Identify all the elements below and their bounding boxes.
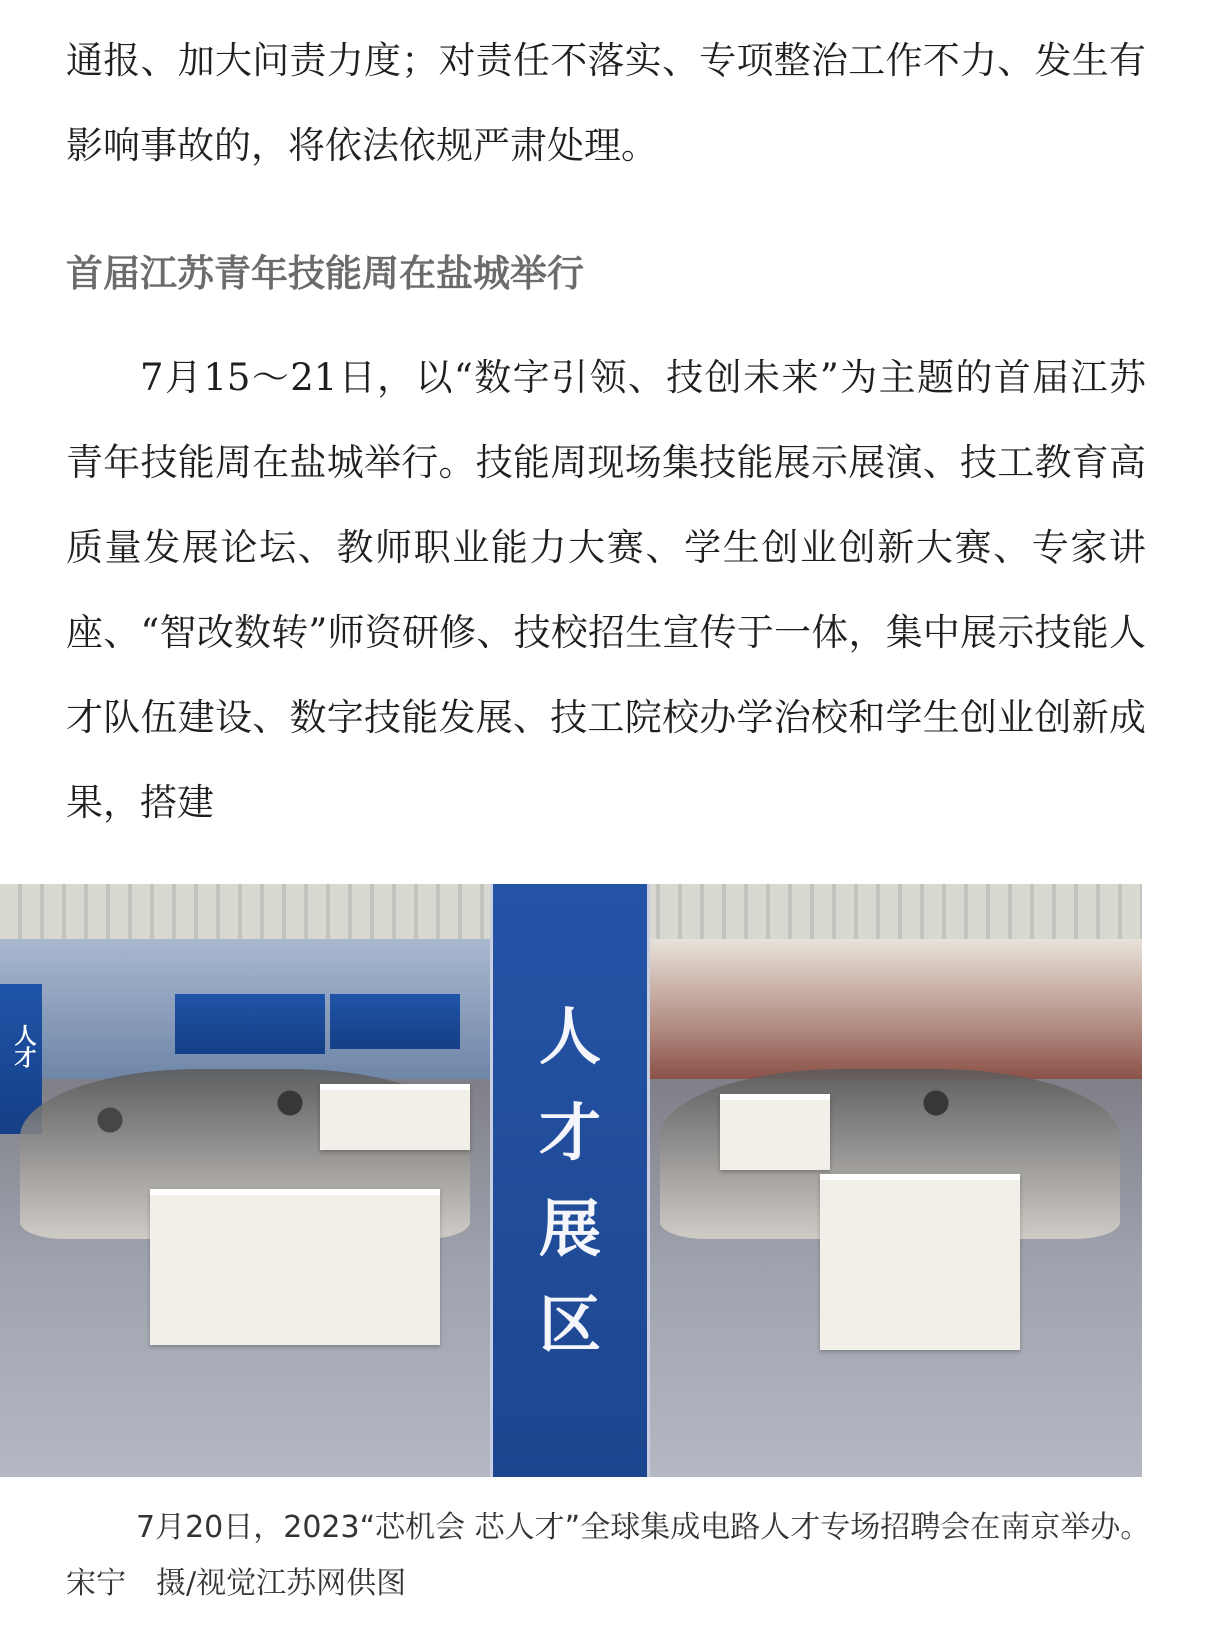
booth-board — [330, 994, 460, 1049]
interview-table — [820, 1174, 1020, 1350]
interview-table — [150, 1189, 440, 1345]
hall-right-wall — [650, 939, 1142, 1079]
sign-char: 区 — [538, 1287, 601, 1361]
body-paragraph-intro: 通报、加大问责力度；对责任不落实、专项整治工作不力、发生有影响事故的，将依法依规严肃处理。 — [66, 39, 1146, 167]
interview-table — [320, 1084, 470, 1150]
section-heading: 首届江苏青年技能周在盐城举行 — [66, 251, 584, 295]
body-paragraph-main: 7月15～21日，以“数字引领、技创未来”为主题的首届江苏青年技能周在盐城举行。技能周现场集技能展示展演、技工教育高质量发展论坛、教师职业能力大赛、学生创业创新大赛、专家讲座、“智改数转”师资研修、技校招生宣传于一体，集中展示技能人才队伍建设、数字技能发展、技工院校办学治校和学生创业创新成果，搭建 — [66, 356, 1146, 824]
caption-text: 7月20日，2023“芯机会 芯人才”全球集成电路人才专场招聘会在南京举办。 — [136, 1510, 1136, 1545]
photo-caption — [66, 1500, 1146, 1612]
sign-char: 人 — [538, 999, 601, 1073]
booth-board — [175, 994, 325, 1054]
caption-credit: 宋宁 摄/视觉江苏网供图 — [66, 1566, 407, 1601]
interview-table — [720, 1094, 830, 1170]
left-booth-label: 人才 — [11, 1024, 36, 1068]
talent-exhibit-sign — [490, 884, 650, 1477]
event-photo — [0, 884, 1142, 1477]
sign-char: 展 — [538, 1191, 601, 1265]
sign-char: 才 — [538, 1095, 601, 1169]
